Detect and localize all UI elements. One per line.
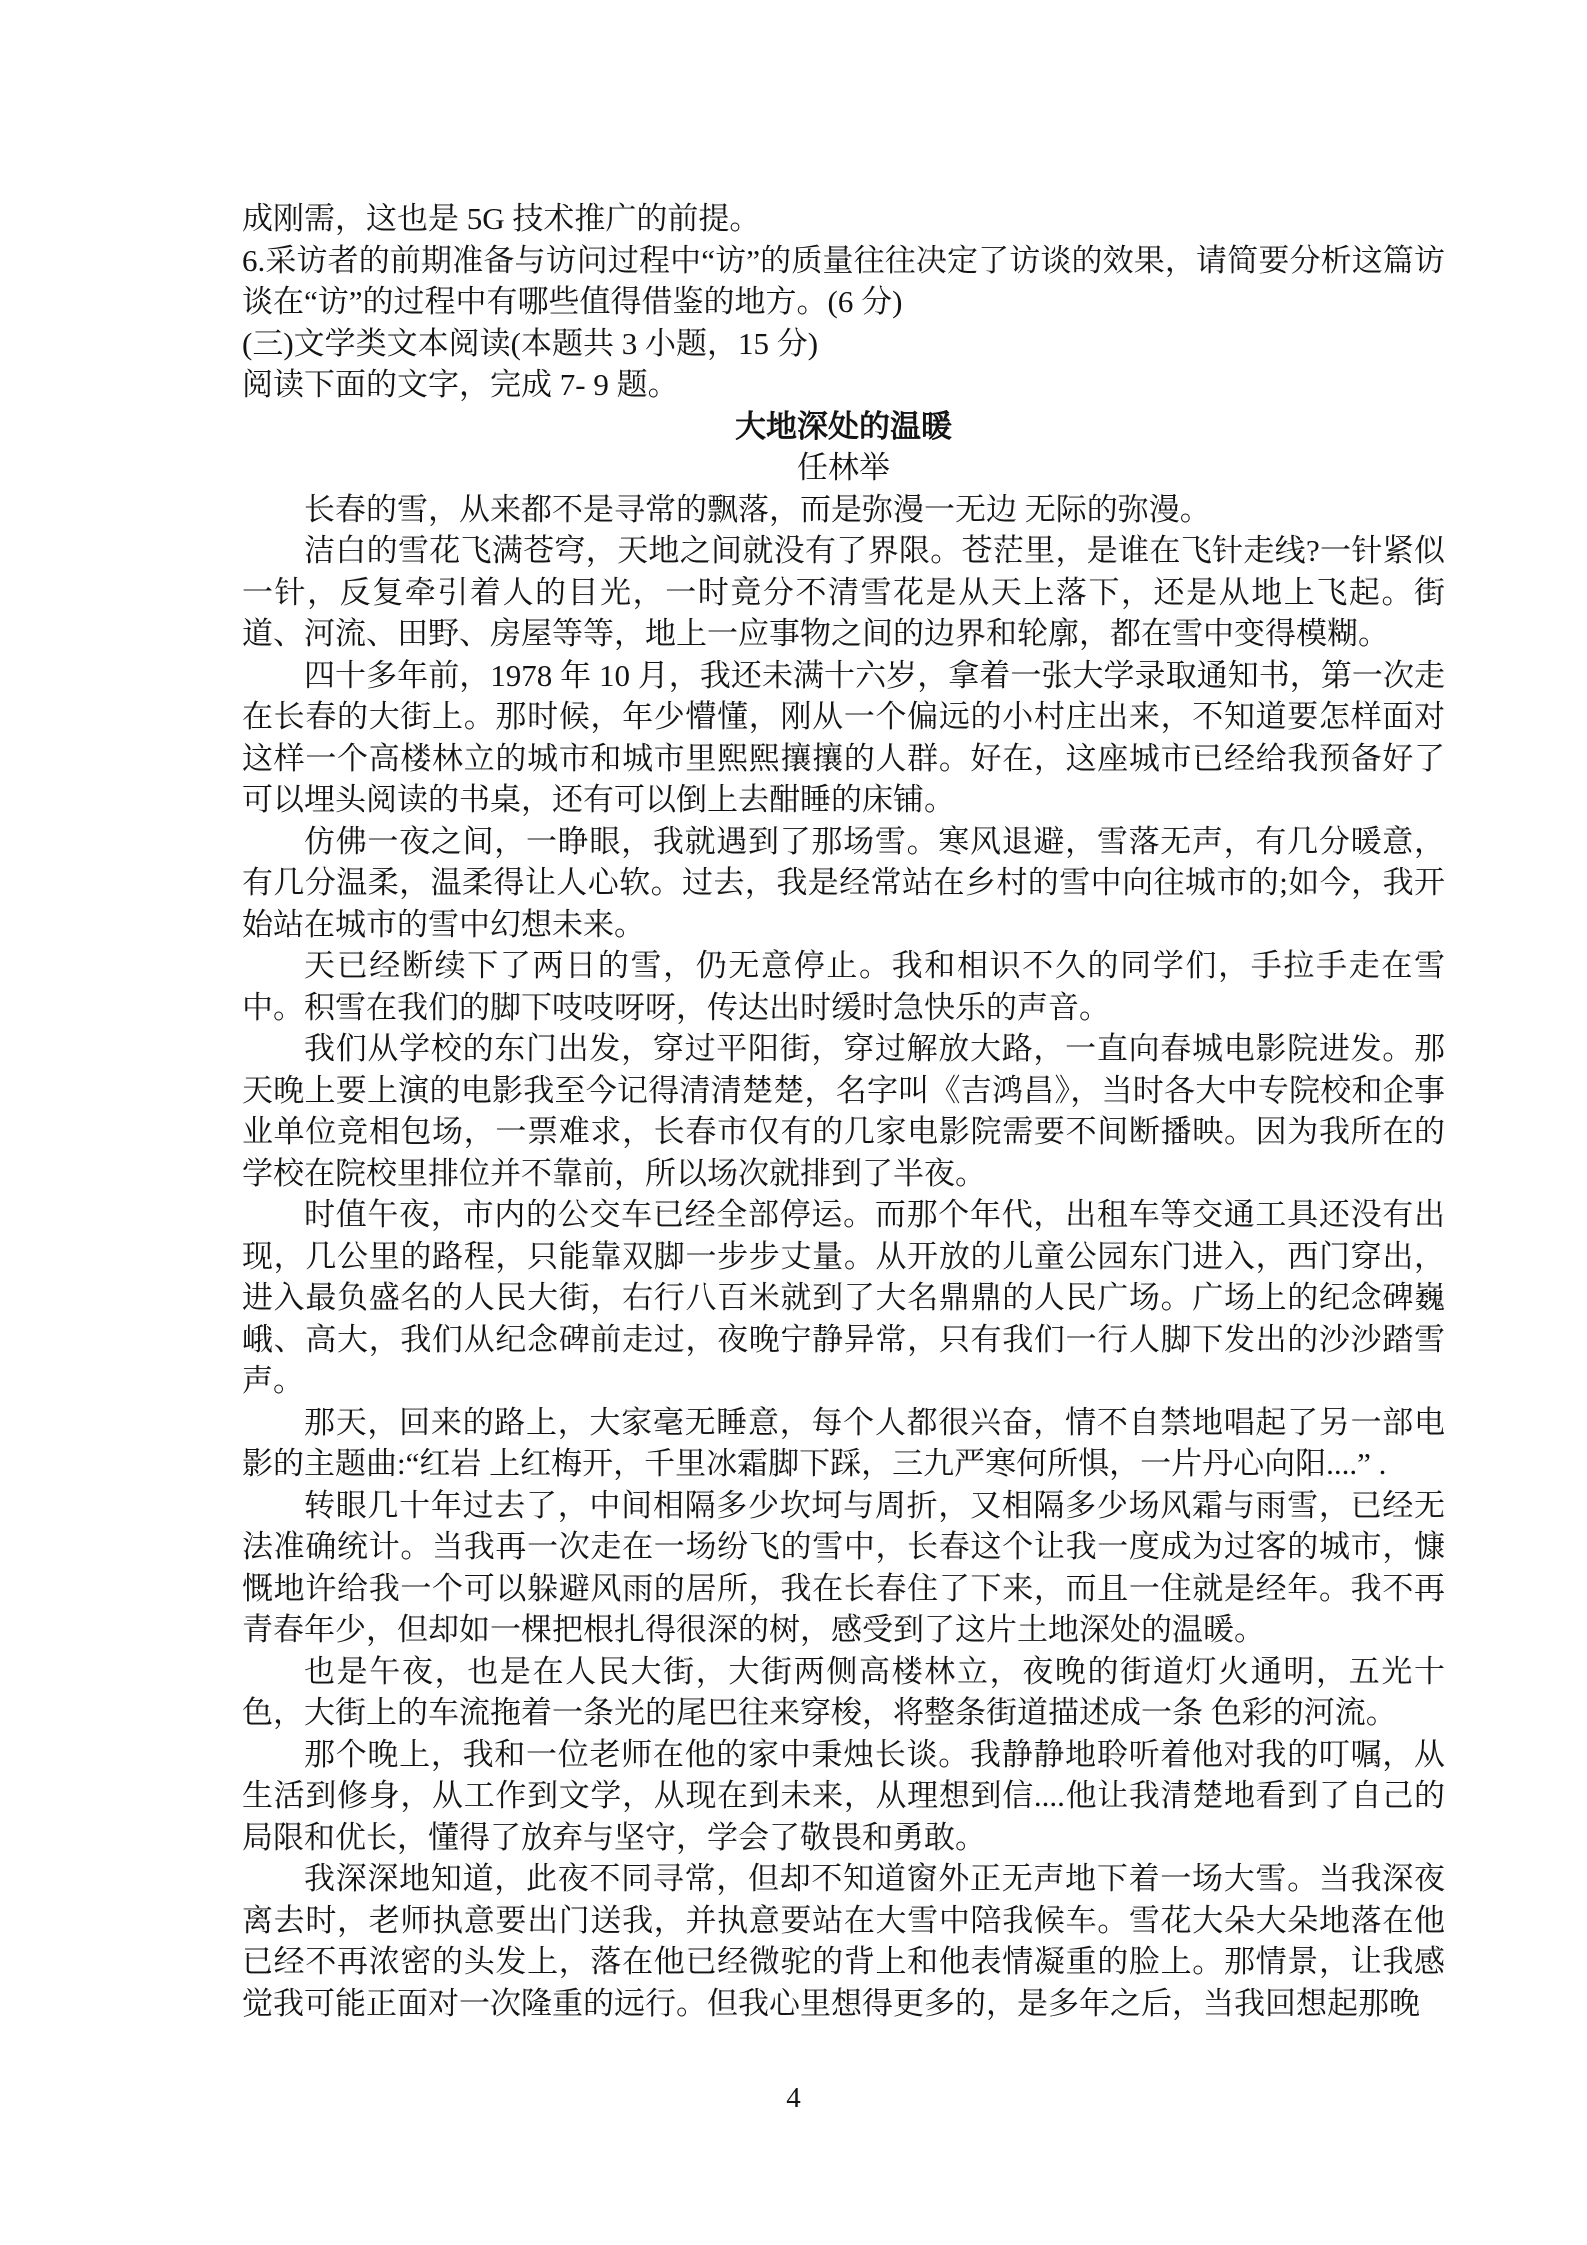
passage-paragraph: 四十多年前，1978 年 10 月，我还未满十六岁，拿着一张大学录取通知书，第一次走在长春的大街上。那时候，年少懵懂，刚从一个偏远的小村庄出来，不知道要怎样面对这样一个高楼林立的城市和城市里熙熙攘攘的人群。好在，这座城市已经给我预备好了可以埋头阅读的书桌，还有可以倒上去酣睡的床铺。 — [242, 657, 1445, 817]
page-number: 4 — [786, 2082, 801, 2114]
reading-instruction: 阅读下面的文字，完成 7- 9 题。 — [242, 367, 679, 402]
passage-paragraph: 天已经断续下了两日的雪，仍无意停止。我和相识不久的同学们，手拉手走在雪中。积雪在我们的脚下吱吱呀呀，传达出时缓时急快乐的声音。 — [242, 948, 1445, 1025]
passage-paragraph: 时值午夜，市内的公交车已经全部停运。而那个年代，出租车等交通工具还没有出现，几公里的路程，只能靠双脚一步步丈量。从开放的儿童公园东门进入，西门穿出，进入最负盛名的人民大街，右行八百米就到了大名鼎鼎的人民广场。广场上的纪念碑巍峨、高大，我们从纪念碑前走过，夜晚宁静异常，只有我们一行人脚下发出的沙沙踏雪声。 — [242, 1197, 1445, 1398]
continuation-line: 成刚需，这也是 5G 技术推广的前提。 — [242, 201, 761, 236]
passage-paragraph: 我们从学校的东门出发，穿过平阳街，穿过解放大路，一直向春城电影院进发。那天晚上要上演的电影我至今记得清清楚楚，名字叫《吉鸿昌》，当时各大中专院校和企事业单位竞相包场，一票难求，长春市仅有的几家电影院需要不间断播映。因为我所在的学校在院校里排位并不靠前，所以场次就排到了半夜。 — [242, 1031, 1445, 1191]
passage-paragraph: 仿佛一夜之间，一睁眼，我就遇到了那场雪。寒风退避，雪落无声，有几分暖意，有几分温柔，温柔得让人心软。过去，我是经常站在乡村的雪中向往城市的;如今，我开始站在城市的雪中幻想未来。 — [242, 823, 1445, 942]
passage-paragraph: 那天，回来的路上，大家毫无睡意，每个人都很兴奋，情不自禁地唱起了另一部电影的主题曲:“红岩 上红梅开，千里冰霜脚下踩，三九严寒何所惧，一片丹心向阳....” . — [242, 1404, 1445, 1481]
passage-title: 大地深处的温暖 — [735, 408, 952, 444]
passage-paragraph: 洁白的雪花飞满苍穹，天地之间就没有了界限。苍茫里，是谁在飞针走线?一针紧似一针，反复牵引着人的目光，一时竟分不清雪花是从天上落下，还是从地上飞起。街道、河流、田野、房屋等等，地上一应事物之间的边界和轮廓，都在雪中变得模糊。 — [242, 533, 1445, 651]
passage-paragraph: 我深深地知道，此夜不同寻常，但却不知道窗外正无声地下着一场大雪。当我深夜离去时，老师执意要出门送我，并执意要站在大雪中陪我候车。雪花大朵大朵地落在他已经不再浓密的头发上，落在他已经微驼的背上和他表情凝重的脸上。那情景，让我感觉我可能正面对一次隆重的远行。但我心里想得更多的，是多年之后，当我回想起那晚 — [242, 1861, 1445, 2021]
passage-paragraph: 也是午夜，也是在人民大街，大街两侧高楼林立，夜晚的街道灯火通明，五光十色，大街上的车流拖着一条光的尾巴往来穿梭，将整条街道描述成一条 色彩的河流。 — [242, 1653, 1445, 1730]
passage-paragraph: 那个晚上，我和一位老师在他的家中秉烛长谈。我静静地聆听着他对我的叮嘱，从生活到修身，从工作到文学，从现在到未来，从理想到信....他让我清楚地看到了自己的局限和优长，懂得了放弃与坚守，学会了敬畏和勇敢。 — [242, 1736, 1445, 1855]
page-content — [242, 198, 1445, 2024]
passage-author: 任林举 — [797, 450, 890, 485]
question-6: 6.采访者的前期准备与访问过程中“访”的质量往往决定了访谈的效果，请简要分析这篇访谈在“访”的过程中有哪些值得借鉴的地方。(6 分) — [242, 242, 1445, 319]
passage-paragraph: 长春的雪，从来都不是寻常的飘落，而是弥漫一无边 无际的弥漫。 — [304, 491, 1211, 527]
section-heading: (三)文学类文本阅读(本题共 3 小题，15 分) — [242, 325, 819, 361]
passage-paragraph: 转眼几十年过去了，中间相隔多少坎坷与周折，又相隔多少场风霜与雨雪，已经无法准确统计。当我再一次走在一场纷飞的雪中，长春这个让我一度成为过客的城市，慷慨地许给我一个可以躲避风雨的居所，我在长春住了下来，而且一住就是经年。我不再青春年少，但却如一棵把根扎得很深的树，感受到了这片土地深处的温暖。 — [242, 1487, 1445, 1647]
